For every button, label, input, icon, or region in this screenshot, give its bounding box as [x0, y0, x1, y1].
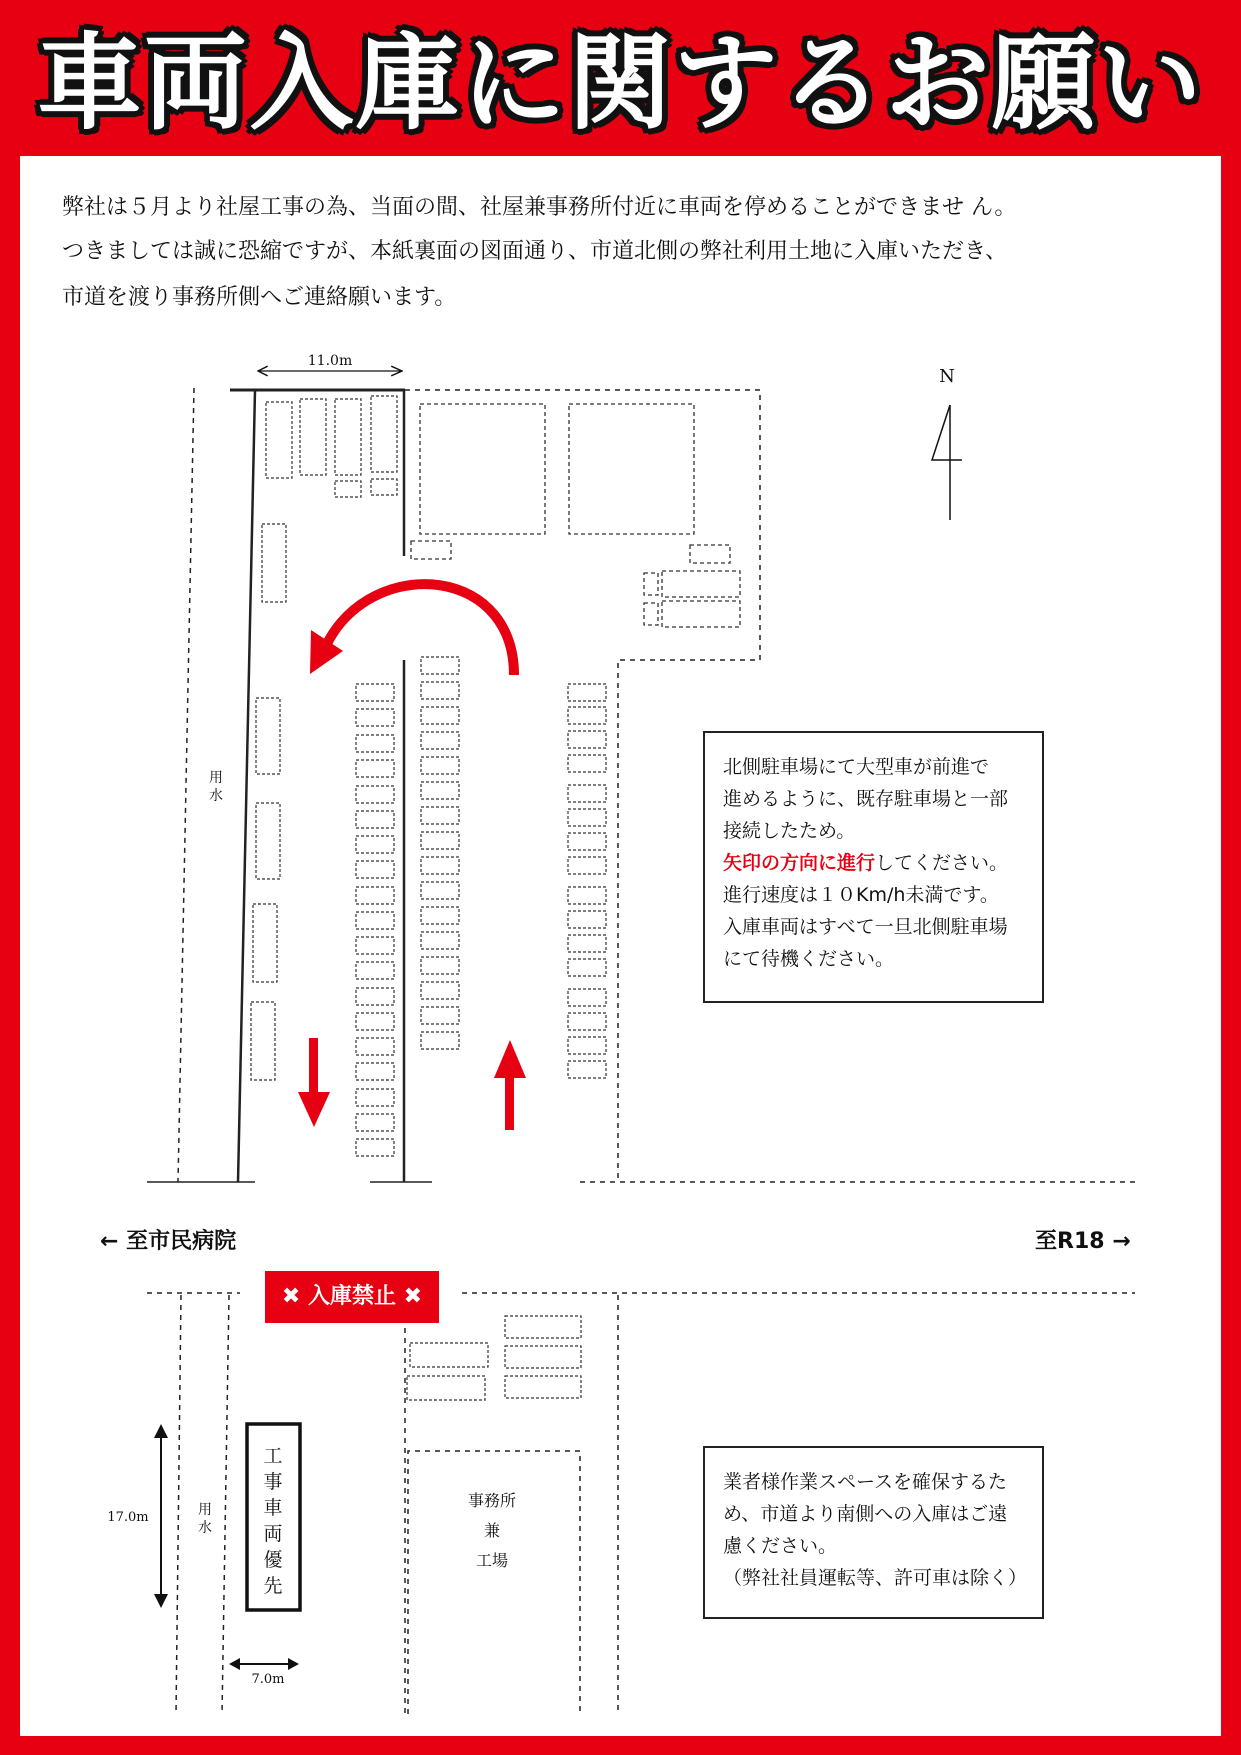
- water-label-north-2: 水: [209, 788, 223, 804]
- intro-line-3: 市道を渡り事務所側へご連絡願います。: [62, 285, 457, 310]
- priority-char-5: 優: [263, 1549, 283, 1571]
- north-stalls-top: [266, 396, 397, 497]
- notice-south-line-3: 慮ください。: [723, 1535, 838, 1557]
- priority-char-6: 先: [263, 1575, 283, 1597]
- notice-north-line-3: 接続したため。: [723, 820, 856, 842]
- road-label-east: 至R18 →: [1035, 1229, 1131, 1254]
- notice-north-line-2: 進めるように、既存駐車場と一部: [723, 788, 1009, 810]
- intro-line-2: つきましては誠に恐縮ですが、本紙裏面の図面通り、市道北側の弊社利用土地に入庫いただき、: [62, 239, 1008, 264]
- intro-line-1: 弊社は５月より社屋工事の為、当面の間、社屋兼事務所付近に車両を停めることができませ ん。: [62, 195, 1017, 220]
- notice-north: [703, 731, 1044, 1003]
- notice-north-line-4-rest: してください。: [875, 852, 1009, 874]
- dim-bottom: [229, 1658, 299, 1670]
- north-arrow-icon: [932, 405, 962, 520]
- priority-char-4: 両: [263, 1523, 283, 1545]
- water-label-south-2: 水: [198, 1520, 212, 1536]
- office-line-3: 工場: [475, 1551, 509, 1570]
- water-label-south-1: 用: [198, 1502, 212, 1518]
- notice-south: [703, 1446, 1044, 1619]
- notice-south-line-2: め、市道より南側への入庫はご遠: [723, 1503, 1008, 1525]
- notice-north-highlight: 矢印の方向に進行: [723, 852, 876, 874]
- notice-north-line-5: 進行速度は１０Km/h未満です。: [723, 884, 999, 906]
- priority-char-3: 車: [263, 1497, 283, 1519]
- north-stalls-west: [251, 524, 286, 1080]
- notice-north-line-4: [723, 847, 1026, 879]
- north-stalls-columns: [356, 657, 606, 1156]
- office-line-2: 兼: [483, 1521, 501, 1540]
- notice-south-line-1: 業者様作業スペースを確保するた: [723, 1471, 1008, 1493]
- dim-bottom-label: 7.0m: [251, 1672, 285, 1687]
- page-title: 車両入庫に関するお願い: [37, 22, 1204, 144]
- priority-char-1: 工: [263, 1445, 283, 1467]
- office-line-1: 事務所: [467, 1491, 517, 1510]
- notice-north-line-6: 入庫車両はすべて一旦北側駐車場: [723, 916, 1008, 938]
- north-label: N: [939, 366, 955, 387]
- flow-arrows: [298, 584, 526, 1130]
- dim-top-label: 11.0m: [307, 353, 353, 369]
- notice-south-line-4: （弊社社員運転等、許可車は除く）: [723, 1567, 1028, 1589]
- dim-left-label: 17.0m: [107, 1510, 149, 1525]
- south-stalls: [407, 1316, 581, 1400]
- notice-north-line-1: 北側駐車場にて大型車が前進で: [723, 756, 990, 778]
- water-label-north-1: 用: [209, 770, 223, 786]
- priority-char-2: 事: [263, 1471, 283, 1493]
- notice-north-line-7: にて待機ください。: [723, 948, 895, 970]
- dim-left: [154, 1424, 168, 1608]
- no-entry-sign: ✖ 入庫禁止 ✖: [265, 1271, 439, 1323]
- road-label-west: ← 至市民病院: [100, 1229, 237, 1254]
